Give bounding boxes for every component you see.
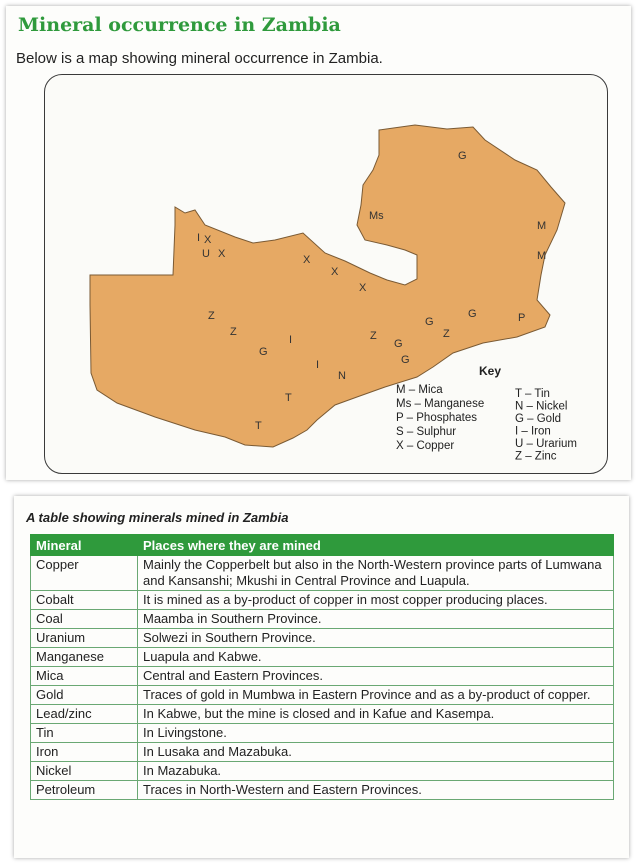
page-heading: Mineral occurrence in Zambia <box>18 14 341 36</box>
table-row <box>31 591 614 610</box>
table-row <box>31 610 614 629</box>
mineral-cell: Copper <box>31 556 138 591</box>
map-mineral-letter: X <box>303 254 311 266</box>
places-cell: Traces of gold in Mumbwa in Eastern Province and as a by-product of copper. <box>138 686 614 705</box>
places-cell: It is mined as a by-product of copper in most copper producing places. <box>138 591 614 610</box>
map-mineral-letter: I <box>289 334 293 346</box>
table-row <box>31 724 614 743</box>
map-mineral-letter: Z <box>230 326 237 338</box>
table-row <box>31 743 614 762</box>
table-row <box>31 762 614 781</box>
map-mineral-letter: I <box>316 359 320 371</box>
table-row <box>31 629 614 648</box>
mineral-cell: Lead/zinc <box>31 705 138 724</box>
map-mineral-letter: P <box>518 312 526 324</box>
minerals-table <box>30 534 614 800</box>
map-mineral-letter: T <box>285 392 292 404</box>
map-mineral-letter: G <box>468 308 477 320</box>
mineral-cell: Mica <box>31 667 138 686</box>
mineral-cell: Uranium <box>31 629 138 648</box>
places-cell: In Livingstone. <box>138 724 614 743</box>
places-cell: Luapula and Kabwe. <box>138 648 614 667</box>
places-cell: Solwezi in Southern Province. <box>138 629 614 648</box>
map-mineral-letter: I <box>197 232 201 244</box>
key-entry: T – Tin <box>515 388 550 400</box>
places-cell: Mainly the Copperbelt but also in the North-Western province parts of Lumwana and Kansanshi; Mkushi in Central Province and Luapula. <box>138 556 614 591</box>
map-mineral-letter: G <box>425 316 434 328</box>
mineral-cell: Gold <box>31 686 138 705</box>
key-entry: U – Urarium <box>515 438 577 450</box>
mineral-cell: Manganese <box>31 648 138 667</box>
map-svg <box>45 75 607 473</box>
places-cell: Traces in North-Western and Eastern Provinces. <box>138 781 614 800</box>
map-mineral-letter: M <box>537 250 547 262</box>
key-entry: S – Sulphur <box>396 426 457 438</box>
map-mineral-letter: X <box>359 282 367 294</box>
header-places: Places where they are mined <box>138 535 614 556</box>
map-panel <box>6 6 631 480</box>
mineral-cell: Petroleum <box>31 781 138 800</box>
map-mineral-letter: G <box>259 346 268 358</box>
map-mineral-letter: G <box>394 338 403 350</box>
key-title: Key <box>479 364 502 378</box>
mineral-cell: Cobalt <box>31 591 138 610</box>
map-mineral-letter: G <box>401 354 410 366</box>
table-row <box>31 556 614 591</box>
key-entry: M – Mica <box>396 384 443 396</box>
map-intro: Below is a map showing mineral occurrence in Zambia. <box>16 50 383 67</box>
zambia-shape <box>90 125 568 447</box>
map-mineral-letter: Z <box>443 328 450 340</box>
header-mineral: Mineral <box>31 535 138 556</box>
table-row <box>31 705 614 724</box>
key-entry: Ms – Manganese <box>396 398 485 410</box>
key-entry: P – Phosphates <box>396 412 477 424</box>
map-mineral-letter: N <box>338 370 346 382</box>
map-mineral-letter: X <box>331 266 339 278</box>
map-mineral-letter: M <box>537 220 547 232</box>
table-row <box>31 781 614 800</box>
table-panel <box>14 496 629 858</box>
map-mineral-letter: U <box>202 248 210 260</box>
key-entry: G – Gold <box>515 413 562 425</box>
map-mineral-letter: G <box>458 150 467 162</box>
key-entry: X – Copper <box>396 440 455 452</box>
mineral-cell: Tin <box>31 724 138 743</box>
table-header-row <box>31 535 614 556</box>
key-entry: Z – Zinc <box>515 450 557 463</box>
mineral-cell: Iron <box>31 743 138 762</box>
map-mineral-letter: Z <box>208 310 215 322</box>
mineral-cell: Nickel <box>31 762 138 781</box>
places-cell: Central and Eastern Provinces. <box>138 667 614 686</box>
map-mineral-letter: T <box>255 420 262 432</box>
places-cell: In Mazabuka. <box>138 762 614 781</box>
places-cell: In Lusaka and Mazabuka. <box>138 743 614 762</box>
table-row <box>31 648 614 667</box>
places-cell: In Kabwe, but the mine is closed and in Kafue and Kasempa. <box>138 705 614 724</box>
map-mineral-letter: X <box>218 248 226 260</box>
key-entry: N – Nickel <box>515 400 568 413</box>
table-row <box>31 667 614 686</box>
map-mineral-letter: Ms <box>369 210 384 222</box>
table-body <box>31 556 614 800</box>
table-row <box>31 686 614 705</box>
map-mineral-letter: X <box>204 234 212 246</box>
key-left-column <box>396 384 484 452</box>
key-right-column <box>515 388 577 463</box>
mineral-cell: Coal <box>31 610 138 629</box>
map-mineral-letter: Z <box>370 330 377 342</box>
table-caption: A table showing minerals mined in Zambia <box>26 510 289 525</box>
zambia-map <box>44 74 608 474</box>
key-entry: I – Iron <box>515 425 551 438</box>
places-cell: Maamba in Southern Province. <box>138 610 614 629</box>
